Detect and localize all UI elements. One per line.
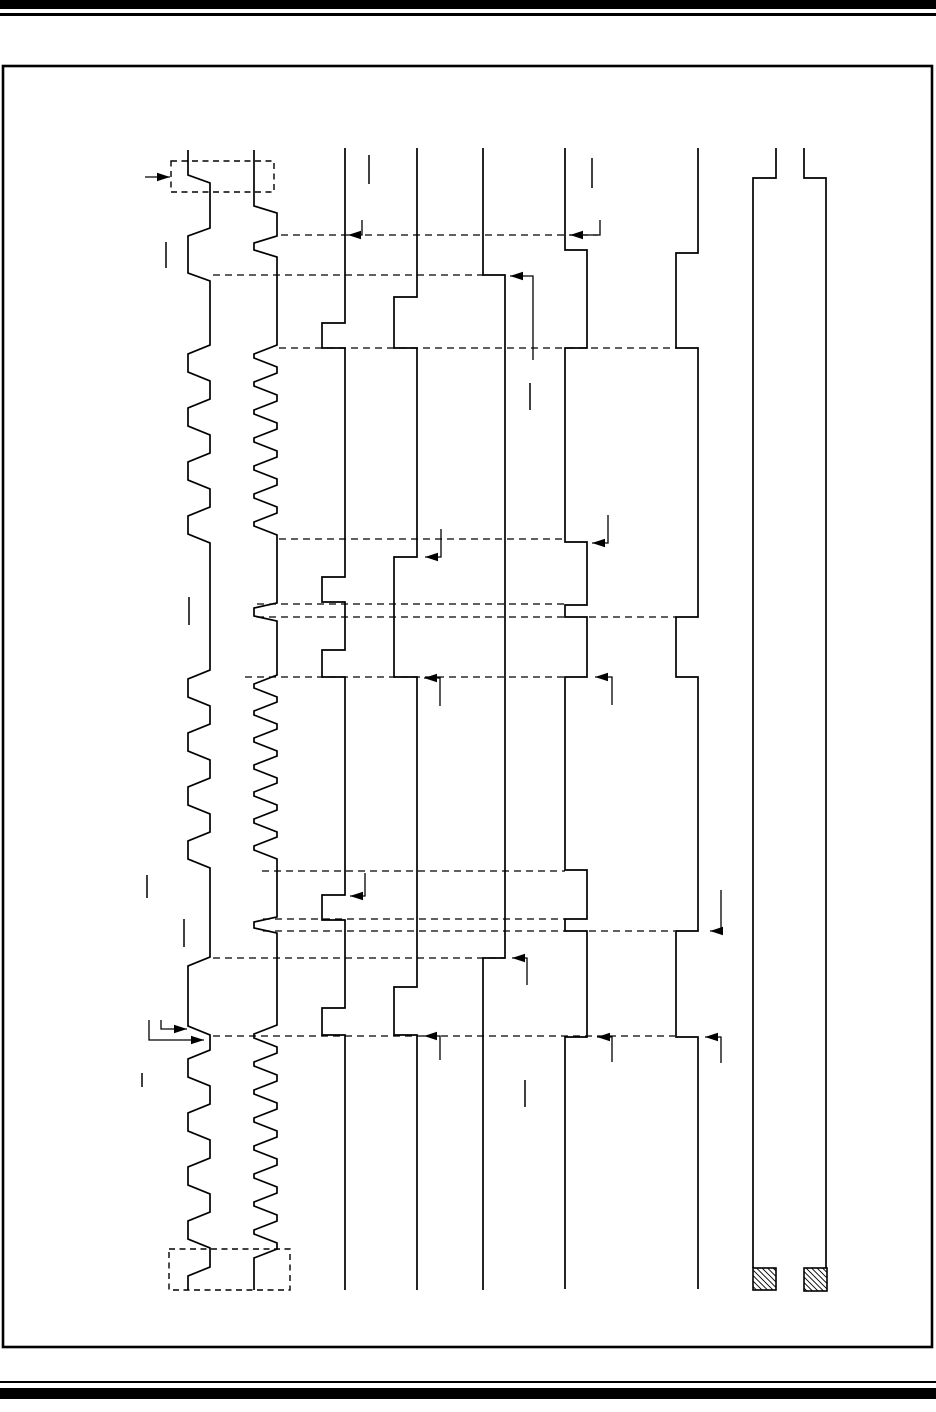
- arrow-t5-head: [592, 539, 605, 547]
- arrow-t12-head: [191, 1036, 204, 1044]
- arrow-t6-leader: [424, 678, 440, 706]
- undefined-state-right: [804, 1268, 827, 1291]
- trace-2: [254, 150, 277, 1290]
- arrow-t11-head: [174, 1025, 187, 1033]
- undefined-state-left: [753, 1268, 776, 1290]
- alignment-dashed-lines: [213, 235, 676, 1036]
- arrow-t15-leader: [705, 1037, 721, 1063]
- arrow-t10-head: [512, 954, 525, 962]
- arrow-t14-head: [597, 1033, 610, 1041]
- arrow-t1-head: [348, 231, 361, 239]
- signal-traces: [188, 148, 826, 1290]
- arrow-t8-head: [350, 892, 363, 900]
- arrow-t9-leader: [710, 890, 721, 931]
- arrow-t7-leader: [595, 677, 612, 705]
- trace-7: [676, 148, 698, 1289]
- trace-6: [565, 148, 587, 1289]
- arrow-t2-leader: [570, 220, 600, 235]
- arrow-t6-head: [424, 674, 437, 682]
- arrow-t4-head: [425, 553, 438, 561]
- arrow-t7-head: [595, 673, 608, 681]
- arrow-t5-leader: [592, 515, 608, 543]
- arrow-t9-head: [710, 927, 723, 935]
- content-frame: [3, 66, 932, 1347]
- arrow-into-start-box-head: [157, 173, 170, 181]
- trace-9-bus-right: [804, 148, 826, 1268]
- arrow-t15-head: [705, 1033, 718, 1041]
- arrow-t13-leader: [424, 1036, 440, 1060]
- trace-3: [322, 148, 345, 1290]
- trace-4: [394, 148, 417, 1290]
- annotations: [142, 155, 827, 1291]
- diagram-border: [3, 66, 932, 1347]
- arrow-t3-head: [510, 272, 523, 280]
- trace-5: [483, 148, 505, 1290]
- trace-1: [188, 150, 210, 1290]
- arrow-t4-leader: [425, 529, 441, 557]
- arrow-t2-head: [570, 231, 583, 239]
- arrow-t13-head: [424, 1032, 437, 1040]
- highlight-box-start: [171, 161, 274, 192]
- trace-8-bus-left: [753, 148, 776, 1268]
